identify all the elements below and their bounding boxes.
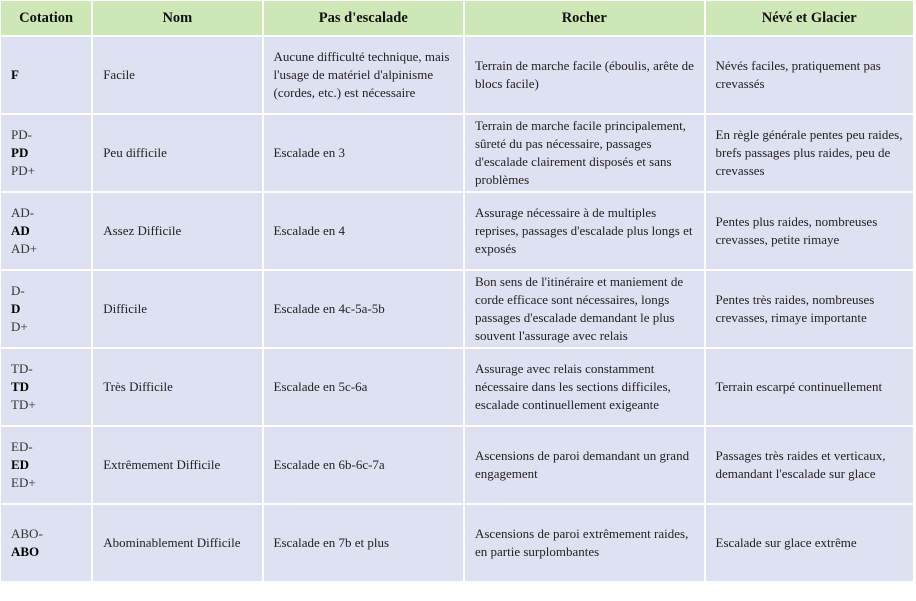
pas-escalade-cell: Escalade en 4c-5a-5b: [264, 271, 463, 347]
rocher-cell: Assurage avec relais constamment nécessaire dans les sections difficiles, escalade continuellement exigeante: [465, 349, 704, 425]
nom-cell: Extrêmement Difficile: [93, 427, 261, 503]
grade-label: ED: [11, 457, 30, 472]
neve-glacier-cell: Pentes très raides, nombreuses crevasses, rimaye importante: [706, 271, 914, 347]
cotation-cell: [1, 427, 91, 503]
pas-escalade-cell: Escalade en 4: [264, 193, 463, 269]
neve-glacier-cell: Passages très raides et verticaux, demandant l'escalade sur glace: [706, 427, 914, 503]
nom-cell: Facile: [93, 37, 261, 113]
nom-cell: Difficile: [93, 271, 261, 347]
rocher-cell: Terrain de marche facile (éboulis, arête de blocs facile): [465, 37, 704, 113]
pas-escalade-cell: Aucune difficulté technique, mais l'usage de matériel d'alpinisme (cordes, etc.) est nécessaire: [264, 37, 463, 113]
nom-cell: Assez Difficile: [93, 193, 261, 269]
grade-label: PD-: [11, 127, 32, 142]
cotation-cell: [1, 193, 91, 269]
table-row: [1, 115, 913, 191]
table-row: [1, 349, 913, 425]
nom-cell: Très Difficile: [93, 349, 261, 425]
nom-cell: Abominablement Difficile: [93, 505, 261, 581]
grade-label: D+: [11, 319, 28, 334]
pas-escalade-cell: Escalade en 6b-6c-7a: [264, 427, 463, 503]
grade-label: TD: [11, 379, 30, 394]
neve-glacier-cell: En règle générale pentes peu raides, brefs passages plus raides, peu de crevasses: [706, 115, 914, 191]
table-row: [1, 193, 913, 269]
table-row: [1, 37, 913, 113]
pas-escalade-cell: Escalade en 7b et plus: [264, 505, 463, 581]
grade-label: PD+: [11, 163, 35, 178]
cotation-cell: [1, 349, 91, 425]
cotation-cell: [1, 115, 91, 191]
rocher-cell: Ascensions de paroi extrêmement raides, en partie surplombantes: [465, 505, 704, 581]
grade-label: AD: [11, 223, 30, 238]
grade-label: PD: [11, 145, 29, 160]
header-neve-glacier: Névé et Glacier: [706, 1, 914, 35]
grade-label: TD+: [11, 397, 36, 412]
grade-label: D-: [11, 283, 25, 298]
rocher-cell: Terrain de marche facile principalement, sûreté du pas nécessaire, passages d'escalade clairement disposés et sans problèmes: [465, 115, 704, 191]
nom-cell: Peu difficile: [93, 115, 261, 191]
grade-label: TD-: [11, 361, 33, 376]
header-pas-escalade: Pas d'escalade: [264, 1, 463, 35]
header-nom: Nom: [93, 1, 261, 35]
pas-escalade-cell: Escalade en 3: [264, 115, 463, 191]
grade-label: D: [11, 301, 21, 316]
rocher-cell: Bon sens de l'itinéraire et maniement de corde efficace sont nécessaires, longs passages d'escalade demandant le plus souvent l'assurage avec relais: [465, 271, 704, 347]
table-row: [1, 505, 913, 581]
cotation-cell: [1, 271, 91, 347]
neve-glacier-cell: Névés faciles, pratiquement pas crevassés: [706, 37, 914, 113]
rocher-cell: Ascensions de paroi demandant un grand engagement: [465, 427, 704, 503]
header-rocher: Rocher: [465, 1, 704, 35]
header-row: [1, 1, 913, 35]
grade-label: ABO: [11, 544, 40, 559]
rocher-cell: Assurage nécessaire à de multiples reprises, passages d'escalade plus longs et exposés: [465, 193, 704, 269]
pas-escalade-cell: Escalade en 5c-6a: [264, 349, 463, 425]
table-row: [1, 271, 913, 347]
neve-glacier-cell: Escalade sur glace extrême: [706, 505, 914, 581]
grade-label: AD-: [11, 205, 35, 220]
cotation-cell: [1, 37, 91, 113]
grade-label: ABO-: [11, 526, 43, 541]
table-row: [1, 427, 913, 503]
cotation-cell: [1, 505, 91, 581]
grade-label: ED-: [11, 439, 33, 454]
grade-label: ED+: [11, 475, 36, 490]
neve-glacier-cell: Pentes plus raides, nombreuses crevasses, petite rimaye: [706, 193, 914, 269]
grade-label: F: [11, 67, 19, 82]
grade-label: AD+: [11, 241, 38, 256]
neve-glacier-cell: Terrain escarpé continuellement: [706, 349, 914, 425]
header-cotation: Cotation: [1, 1, 91, 35]
